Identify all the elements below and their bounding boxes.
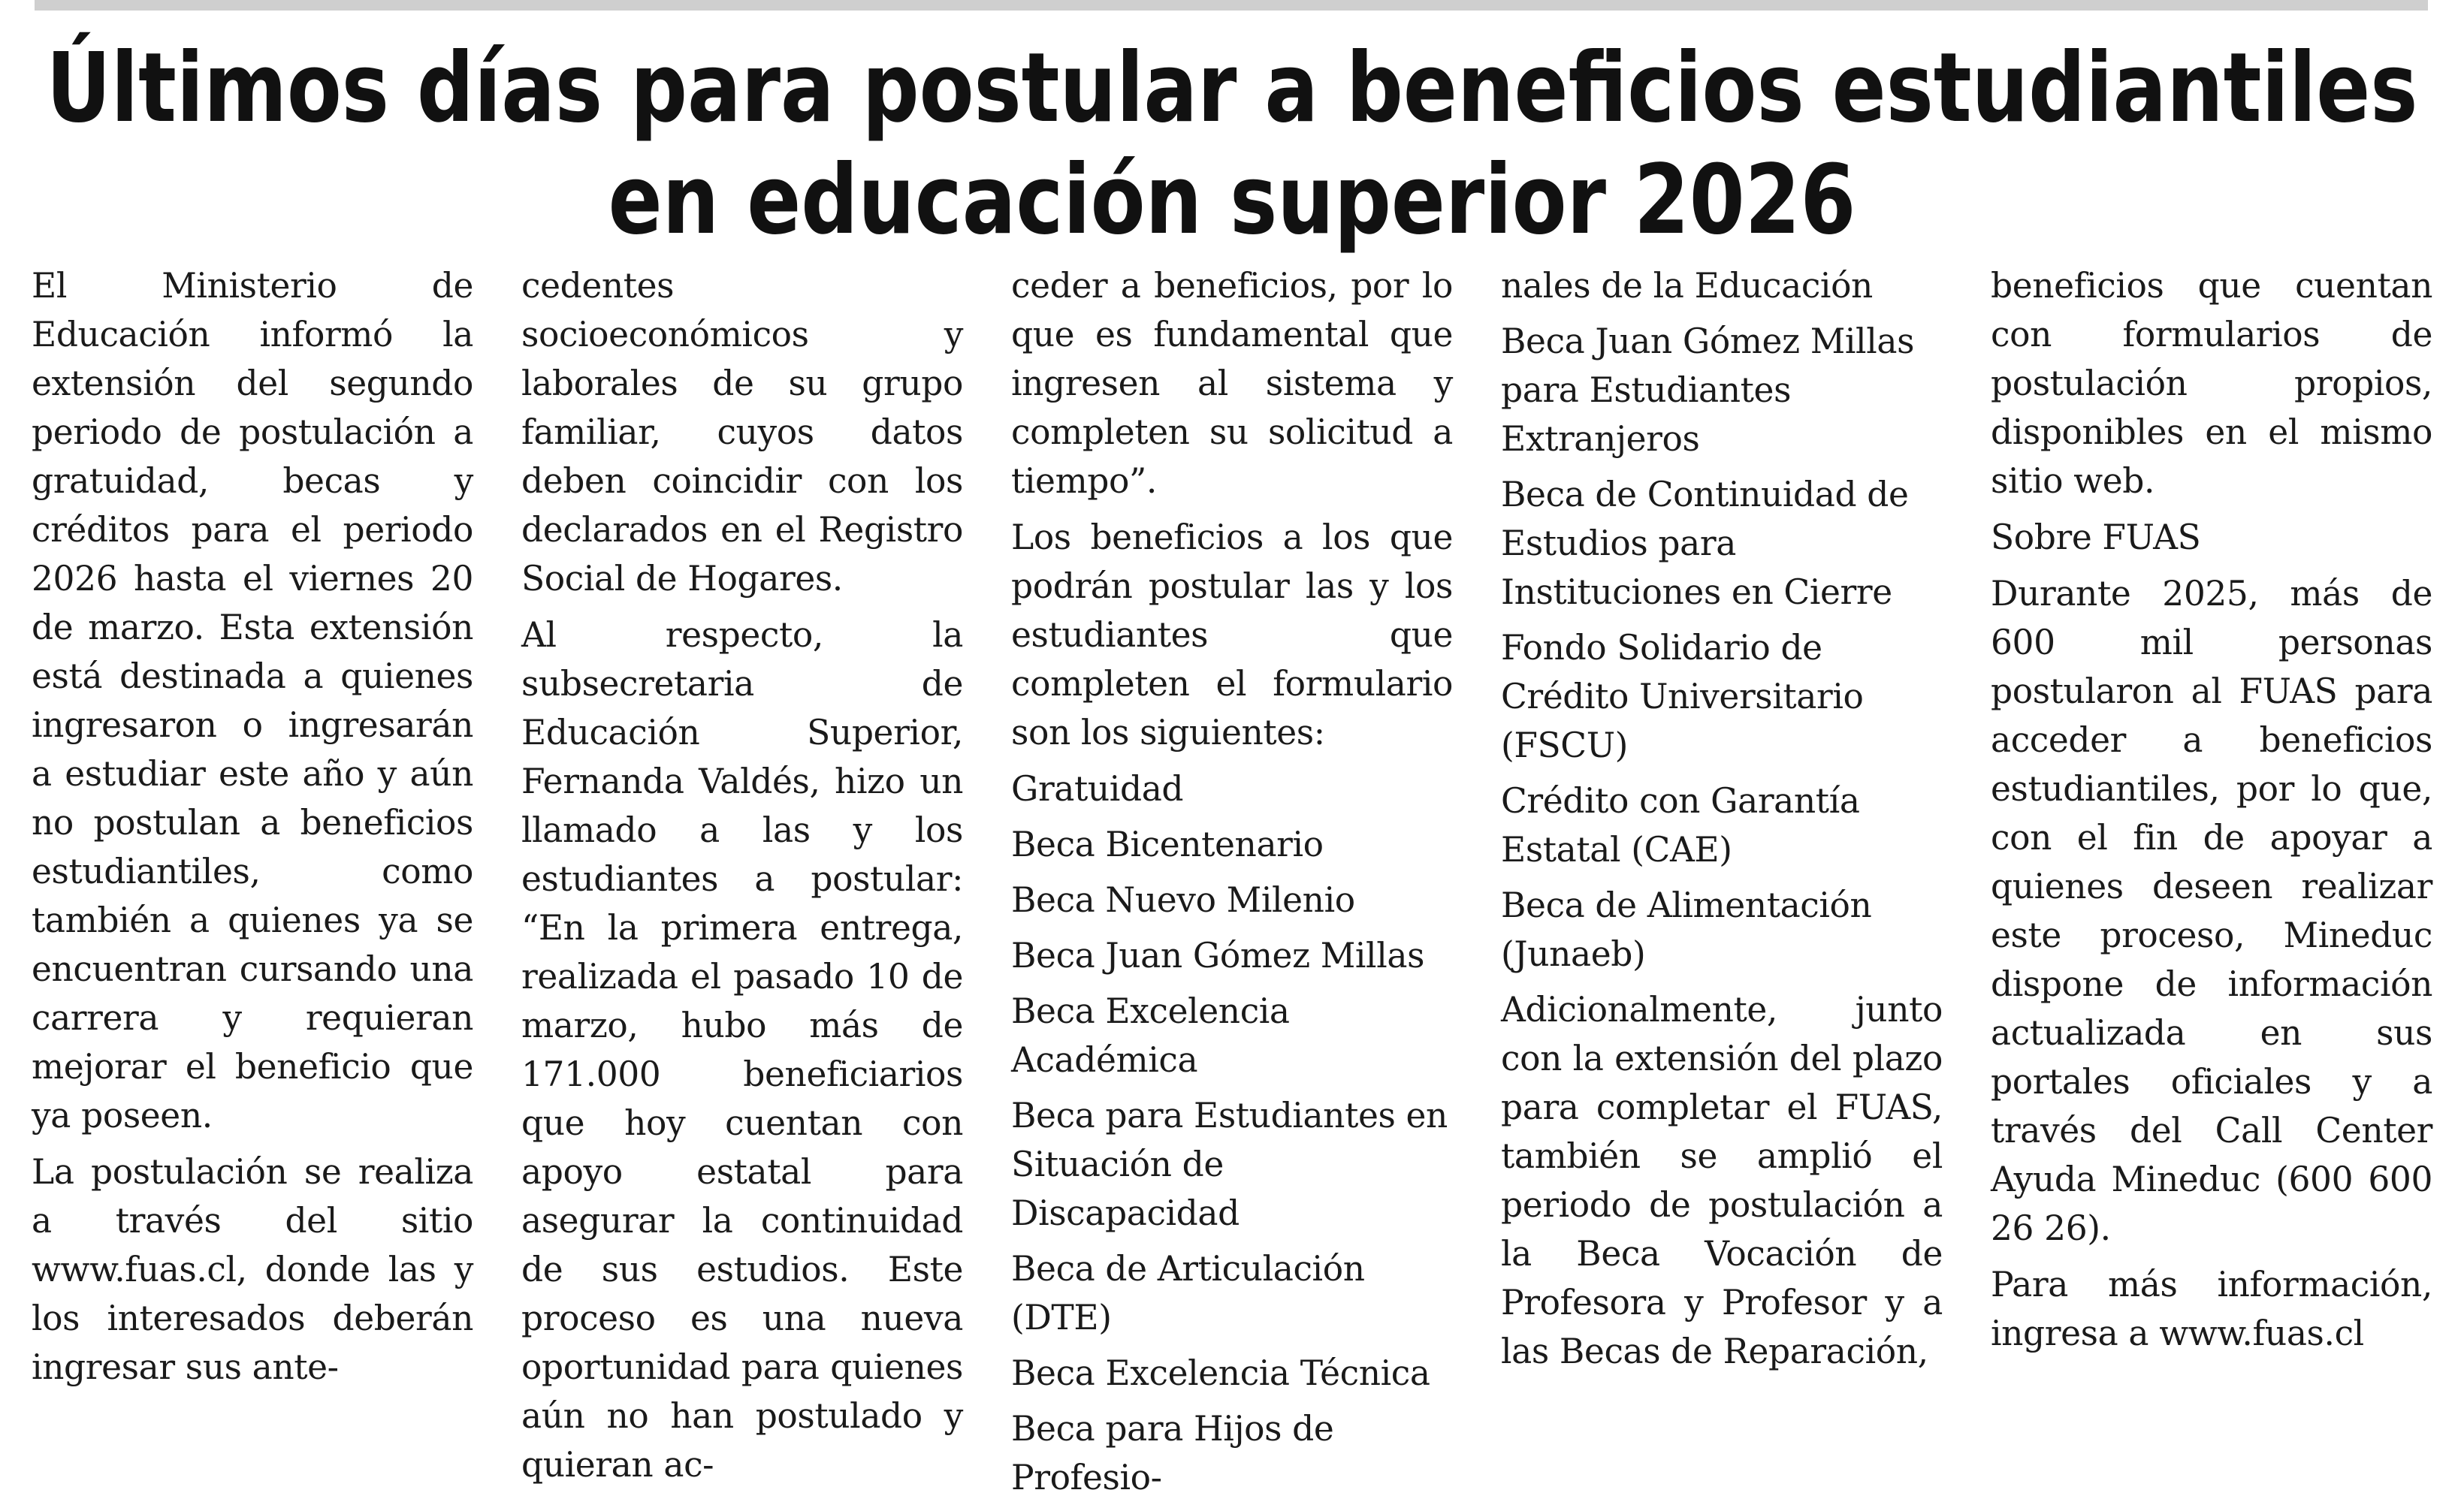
column-2 (521, 261, 963, 1485)
benefit-item: Fondo Solidario de Crédito Universitario (FSCU) (1501, 628, 1864, 765)
article-headline: Últimos días para postular a beneficios estudiantiles en educación superior 2026 (46, 32, 2418, 256)
column-3 (1011, 261, 1453, 1497)
paragraph: ceder a beneficios, por lo que es fundamental que ingresen al sistema y completen su solicitud a tiempo”. (1011, 266, 1453, 501)
column-1 (32, 261, 473, 1387)
section-subhead: Sobre FUAS (1991, 517, 2201, 557)
top-rule (35, 0, 2428, 11)
column-5 (1991, 261, 2432, 1353)
benefit-item: Beca Juan Gómez Millas (1011, 936, 1425, 976)
benefit-item: nales de la Educación (1501, 266, 1873, 306)
paragraph: Los beneficios a los que podrán postular las y los estudiantes que completen el formulario son los siguientes: (1011, 517, 1453, 753)
column-4 (1501, 261, 1943, 1371)
paragraph: Para más información, ingresa a www.fuas.cl (1991, 1265, 2432, 1353)
benefit-item: Beca para Hijos de Profesio- (1011, 1409, 1334, 1497)
paragraph: Adicionalmente, junto con la extensión del plazo para completar el FUAS, también se amplió el periodo de postulación a la Beca Vocación de Profesora y Profesor y a las Becas de Reparación, (1501, 990, 1943, 1371)
benefit-item: Beca Excelencia Técnica (1011, 1353, 1430, 1393)
benefit-item: Beca Nuevo Milenio (1011, 880, 1355, 920)
benefit-item: Beca para Estudiantes en Situación de Discapacidad (1011, 1096, 1448, 1233)
paragraph: Durante 2025, más de 600 mil personas postularon al FUAS para acceder a beneficios estudiantiles, por lo que, con el fin de apoyar a quienes deseen realizar este proceso, Mineduc dispone de información actualizada en sus portales oficiales y a través del Call Center Ayuda Mineduc (600 600 26 26). (1991, 574, 2432, 1248)
paragraph: Al respecto, la subsecretaria de Educación Superior, Fernanda Valdés, hizo un llamado a las y los estudiantes a postular: “En la primera entrega, realizada el pasado 10 de marzo, hubo más de 171.000 beneficiarios que hoy cuentan con apoyo estatal para asegurar la continuidad de sus estudios. Este proceso es una nueva oportunidad para quienes aún no han postulado y quieran ac- (521, 615, 963, 1485)
benefit-item: Crédito con Garantía Estatal (CAE) (1501, 781, 1860, 870)
benefit-item: Beca Bicentenario (1011, 825, 1324, 864)
paragraph: cedentes socioeconómicos y laborales de su grupo familiar, cuyos datos deben coincidir con los declarados en el Registro Social de Hogares. (521, 266, 963, 599)
article-body (32, 261, 2432, 1497)
benefit-item: Gratuidad (1011, 769, 1184, 809)
benefit-item: Beca Excelencia Académica (1011, 991, 1290, 1080)
paragraph: El Ministerio de Educación informó la extensión del segundo periodo de postulación a gratuidad, becas y créditos para el periodo 2026 hasta el viernes 20 de marzo. Esta extensión está destinada a quienes ingresaron o ingresarán a estudiar este año y aún no postulan a beneficios estudiantiles, como también a quienes ya se encuentran cursando una carrera y requieran mejorar el beneficio que ya poseen. (32, 266, 473, 1136)
paragraph: beneficios que cuentan con formularios de postulación propios, disponibles en el mismo sitio web. (1991, 266, 2432, 501)
benefit-item: Beca de Alimentación (Junaeb) (1501, 885, 1872, 974)
benefit-item: Beca Juan Gómez Millas para Estudiantes Extranjeros (1501, 321, 1915, 459)
benefit-item: Beca de Continuidad de Estudios para Instituciones en Cierre (1501, 475, 1909, 612)
benefit-item: Beca de Articulación (DTE) (1011, 1249, 1365, 1338)
paragraph: La postulación se realiza a través del sitio www.fuas.cl, donde las y los interesados deberán ingresar sus ante- (32, 1152, 473, 1387)
